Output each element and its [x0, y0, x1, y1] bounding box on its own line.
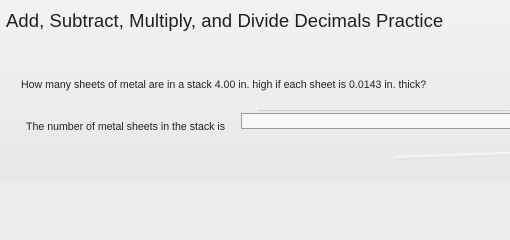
divider: [258, 110, 510, 111]
divider: [395, 152, 510, 160]
answer-label: The number of metal sheets in the stack is: [26, 121, 226, 133]
page-title: Add, Subtract, Multiply, and Divide Decimals Practice: [6, 10, 444, 31]
question-text: How many sheets of metal are in a stack 4.00 in. high if each sheet is 0.0143 in. thick?: [21, 79, 427, 91]
answer-row: [26, 117, 225, 137]
answer-input[interactable]: [241, 113, 510, 129]
